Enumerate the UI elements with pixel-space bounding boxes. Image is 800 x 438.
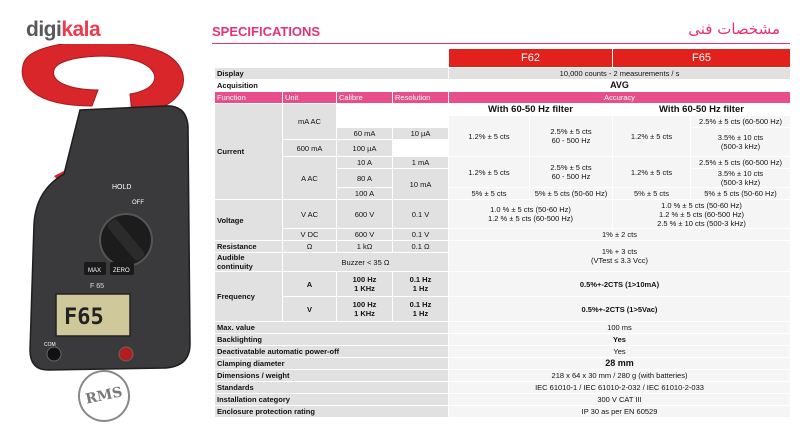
specifications-table bbox=[214, 48, 791, 418]
model-f62: F62 bbox=[449, 49, 613, 68]
backlighting-row: Backlighting Yes bbox=[215, 334, 791, 346]
lcd-readout: F65 bbox=[64, 305, 104, 330]
max-value-row: Max. value 100 ms bbox=[215, 322, 791, 334]
com-jack bbox=[47, 347, 61, 361]
digikala-logo[interactable]: digikala bbox=[26, 18, 101, 41]
standards-row: Standards IEC 61010-1 / IEC 61010-2-032 / IEC 61010-2-033 bbox=[215, 382, 791, 394]
model-label: F 65 bbox=[90, 283, 105, 290]
audible-continuity-row: Audible continuity Buzzer < 35 Ω bbox=[215, 253, 791, 272]
display-row: Display 10,000 counts - 2 measurements / s bbox=[215, 68, 791, 80]
current-row-2: 60 mA 10 µA 3.5% ± 10 cts (500-3 kHz) bbox=[215, 128, 791, 140]
hold-label: HOLD bbox=[112, 184, 132, 191]
auto-power-off-row: Deactivatable automatic power-off Yes bbox=[215, 346, 791, 358]
dimensions-row: Dimensions / weight 218 x 64 x 30 mm / 280 g (with batteries) bbox=[215, 370, 791, 382]
resistance-row: Resistance Ω 1 kΩ 0.1 Ω 1% + 3 cts (VTest ≤ 3.3 Vcc) bbox=[215, 241, 791, 253]
clamping-diameter-row: Clamping diameter 28 mm bbox=[215, 358, 791, 370]
off-label: OFF bbox=[132, 200, 144, 206]
rms-stamp: RMS bbox=[73, 365, 135, 427]
zero-label: ZERO bbox=[113, 268, 130, 274]
specifications-heading-fa: مشخصات فنی bbox=[688, 20, 780, 38]
enclosure-rating-row: Enclosure protection rating IP 30 as per EN 60529 bbox=[215, 406, 791, 418]
voltage-ac-row: Voltage V AC 600 V 0.1 V 1.0 % ± 5 cts (50-60 Hz) 1.2 % ± 5 cts (60-500 Hz) 1.0 % ± 5 cts (50-60 Hz) 1.2 % ± 5 cts (60-500 Hz) 2.5 % ± 10 cts (500-3 kHz) bbox=[215, 200, 791, 229]
frequency-a-row: Frequency A 100 Hz 1 KHz 0.1 Hz 1 Hz 0.5%+-2CTS (1>10mA) bbox=[215, 272, 791, 297]
model-header-row bbox=[215, 49, 791, 68]
current-row-1: Current mA AC With 60-50 Hz filter With 60-50 Hz filter bbox=[215, 104, 791, 116]
positive-jack bbox=[119, 347, 133, 361]
column-header-row: Function Unit Calibre Resolution Accuracy bbox=[215, 92, 791, 104]
current-row-4: A AC 10 A 1 mA 1.2% ± 5 cts 2.5% ± 5 cts 60 - 500 Hz 1.2% ± 5 cts 2.5% ± 5 cts (60-500 Hz) bbox=[215, 157, 791, 169]
model-f65: F65 bbox=[613, 49, 791, 68]
title-divider bbox=[212, 43, 790, 44]
clamp-jaw bbox=[22, 44, 183, 114]
filter-label-f65: With 60-50 Hz filter bbox=[613, 104, 791, 116]
acquisition-row: Acquisition AVG bbox=[215, 80, 791, 92]
current-row-1b: 1.2% ± 5 cts 2.5% ± 5 cts 60 - 500 Hz 1.2% ± 5 cts 2.5% ± 5 cts (60-500 Hz) bbox=[215, 116, 791, 128]
com-label: COM bbox=[44, 342, 56, 348]
max-label: MAX bbox=[88, 268, 102, 274]
voltage-dc-row: V DC 600 V 0.1 V 1% ± 2 cts bbox=[215, 229, 791, 241]
current-row-6: 100 A 5% ± 5 cts 5% ± 5 cts (50-60 Hz) 5% ± 5 cts 5% ± 5 cts (50-60 Hz) bbox=[215, 188, 791, 200]
filter-label-f62: With 60-50 Hz filter bbox=[449, 104, 613, 116]
frequency-v-row: V 100 Hz 1 KHz 0.1 Hz 1 Hz 0.5%+-2CTS (1>5Vac) bbox=[215, 297, 791, 322]
clamp-meter-image bbox=[14, 44, 199, 384]
current-row-3: 600 mA 100 µA bbox=[215, 140, 791, 157]
installation-category-row: Installation category 300 V CAT III bbox=[215, 394, 791, 406]
current-row-5: 80 A 10 mA 3.5% ± 10 cts (500-3 kHz) bbox=[215, 169, 791, 188]
specifications-heading: SPECIFICATIONS bbox=[212, 24, 321, 39]
